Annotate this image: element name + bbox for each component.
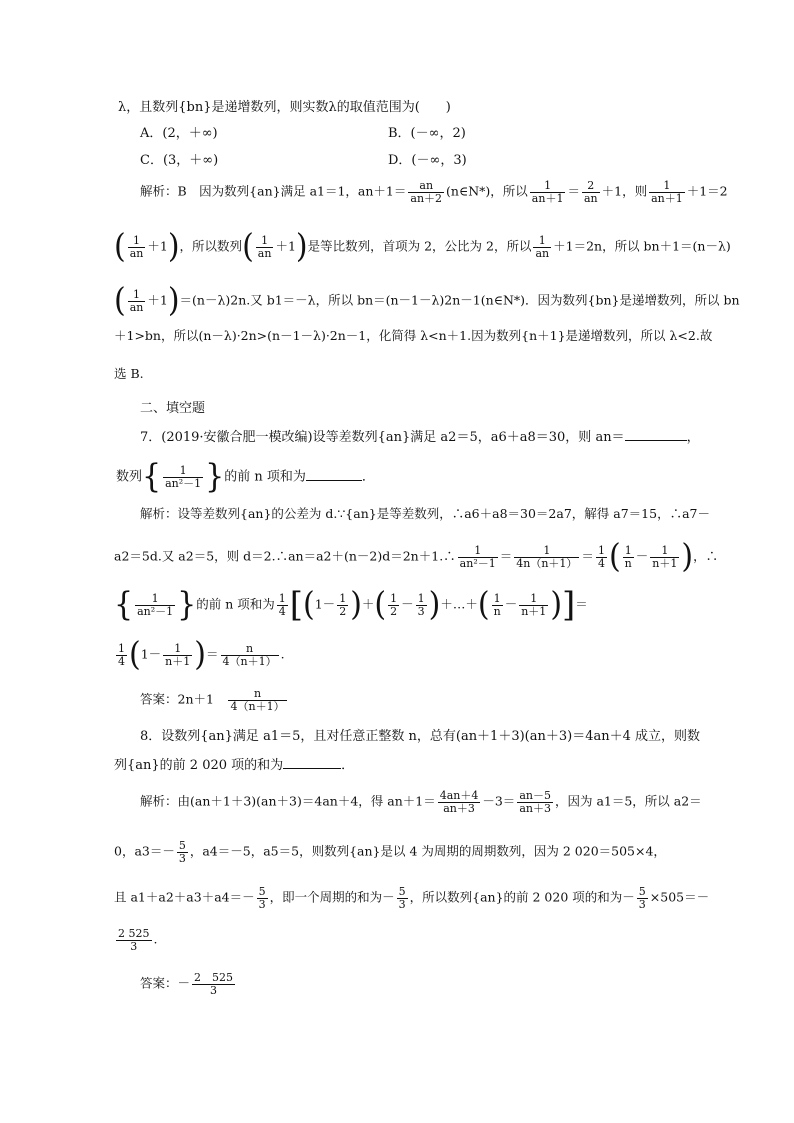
sol7-text: 1－: [140, 646, 162, 662]
sol7-text: 1－: [314, 596, 336, 612]
q8-text: ．: [341, 758, 355, 773]
right-paren: ): [194, 635, 206, 674]
right-brace: }: [177, 585, 197, 624]
fraction: $\frac{5}{3}$: [398, 885, 406, 911]
fraction: $\frac{1}{4}$: [278, 591, 286, 618]
sol6-text: 解析：B 因为数列{an}满足 a1＝1，an＋1＝: [140, 183, 407, 199]
sol6-line-1: [140, 180, 728, 204]
sol8-text: ，即一个周期的和为－: [269, 889, 395, 905]
sol7-text: ＋…＋: [440, 596, 478, 612]
sol8-text: ×505＝－: [649, 889, 710, 905]
sol7-text: ＝: [499, 548, 513, 564]
fraction: $\frac{1}{an}$: [129, 233, 144, 260]
fraction: $\frac{1}{an+1}$: [651, 179, 683, 205]
sol7-line-4: [114, 635, 285, 674]
right-paren: ): [167, 227, 180, 266]
sol7-text: 的前 n 项和为: [196, 596, 275, 612]
sol8-answer: [140, 972, 237, 996]
left-paren: (: [114, 281, 126, 320]
fraction: $\frac{n}{4(n+1)}$: [230, 687, 285, 713]
answer-blank[interactable]: [283, 756, 341, 769]
right-paren: ): [350, 585, 362, 624]
right-paren: ): [167, 281, 180, 320]
sol6-line-5: 选 B.: [114, 366, 144, 381]
sol8-line-4: [114, 928, 157, 952]
fraction: $\frac{5}{3}$: [178, 839, 186, 865]
fraction: $\frac{1}{3}$: [417, 591, 425, 618]
right-paren: ): [550, 585, 563, 624]
sol8-text: ，因为 a1＝5，所以 a2＝: [554, 793, 702, 809]
fraction: $\frac{1}{n+1}$: [521, 591, 547, 618]
sol6-text: ＝(n－λ)2n.又 b1＝－λ，所以 bn＝(n－1－λ)2n－1(n∈N*)．因为数列{bn}是递增数列，所以 bn: [179, 292, 740, 308]
fraction: $\frac{5}{3}$: [638, 885, 646, 911]
fraction: $\frac{1}{2}$: [339, 591, 347, 618]
section-heading: 二、填空题: [140, 401, 206, 416]
sol6-text: ＋1＝2n，所以 bn＋1＝(n－λ): [553, 238, 731, 254]
sol7-text: ，∴: [693, 548, 719, 564]
sol7-text: .: [280, 646, 285, 662]
sol8-text: ，所以数列{an}的前 2 020 项的和为－: [409, 889, 635, 905]
sol7-line-3: [114, 585, 588, 625]
fraction: $\frac{1}{an+1}$: [531, 179, 564, 205]
sol8-line-3: [114, 886, 709, 910]
fraction: $\frac{an-5}{an+3}$: [519, 789, 551, 815]
left-paren: (: [114, 227, 126, 266]
q6-stem-tail: λ，且数列{bn}是递增数列，则实数λ的取值范围为( ): [118, 100, 451, 115]
fraction: $\frac{1}{\text{an²－1}}$: [137, 591, 174, 618]
left-brace: {: [142, 457, 162, 496]
fraction: $\frac{1}{n}$: [493, 591, 501, 618]
fraction: $\frac{2}{an}$: [583, 179, 598, 205]
right-brace: }: [205, 457, 225, 496]
fraction: $\frac{1}{an}$: [257, 233, 272, 260]
sol8-line-1: [140, 790, 702, 814]
left-paren: (: [303, 585, 315, 624]
fraction: $\frac{1}{\text{an²－1}}$: [165, 463, 202, 490]
sol8-text: ，a4＝－5，a5＝5，则数列{an}是以 4 为周期的周期数列，因为 2 020＝505×4，: [189, 843, 666, 859]
sol6-text: ＝: [567, 183, 580, 199]
sol6-text: (n∈N*)，所以: [446, 183, 528, 199]
fraction: $\frac{5}{3}$: [258, 885, 266, 911]
fraction: $\frac{1}{4}$: [118, 641, 125, 668]
sol6-text: ，所以数列: [179, 238, 243, 254]
sol7-text: ＋: [361, 596, 375, 612]
sol6-line-4: ＋1>bn，所以(n－λ)·2n>(n－1－λ)·2n－1，化简得 λ<n＋1.因为数列{n＋1}是递增数列，所以 λ<2.故: [114, 328, 713, 343]
q7-text: 7．(2019·安徽合肥一模改编)设等差数列{an}满足 a2＝5，a6＋a8＝30，则 an＝: [140, 430, 625, 445]
sol6-text: ＋1，则: [601, 183, 648, 199]
sol8-line-2: [114, 840, 666, 864]
sol7-text: a2＝5d.又 a2＝5，则 d＝2.∴an＝a2＋(n－2)d＝2n＋1.∴: [114, 548, 456, 564]
sol7-text: ＝: [205, 646, 219, 662]
q6-option-a[interactable]: A．(2，＋∞): [140, 126, 218, 141]
q7-line-2: [116, 457, 375, 496]
sol6-text: 是等比数列，首项为 2，公比为 2，所以: [307, 238, 532, 254]
left-paren: (: [608, 537, 621, 576]
q6-option-d[interactable]: D．(－∞，3): [388, 153, 467, 168]
sol8-text: 解析：由(an＋1＋3)(an＋3)＝4an＋4，得 an＋1＝: [140, 793, 436, 809]
sol7-answer: [140, 688, 289, 712]
fraction: $\frac{4an+4}{an+3}$: [439, 789, 479, 815]
left-bracket: [: [289, 585, 304, 625]
right-bracket: ]: [562, 585, 576, 625]
answer-blank[interactable]: [625, 428, 687, 441]
sol6-line-2: ( $\frac{1}{an}$ ＋1)，所以数列( $\frac{1}{an}$ ＋1)是等比数列，首项为 2，公比为 2，所以 $\frac{1}{an}$ ＋1＝2n，所以 bn＋1＝(n－λ): [114, 227, 731, 266]
fraction: $\frac{1}{2}$: [390, 591, 398, 618]
answer-label: 答案：2n＋1: [140, 691, 214, 707]
fraction: $\frac{1}{n+1}$: [652, 543, 678, 570]
fraction: $\frac{1}{4n(n+1)}$: [516, 543, 578, 570]
sol8-text: 且 a1＋a2＋a3＋a4＝－: [114, 889, 255, 905]
left-paren: (: [129, 635, 141, 674]
answer-label: 答案：－: [140, 975, 191, 991]
right-paren: ): [428, 585, 441, 624]
sol7-line-2: [114, 537, 719, 576]
sol6-line-3: ( $\frac{1}{an}$ ＋1)＝(n－λ)2n.又 b1＝－λ，所以 bn＝(n－1－λ)2n－1(n∈N*)．因为数列{bn}是递增数列，所以 bn: [114, 281, 740, 320]
sol7-line-1: 解析：设等差数列{an}的公差为 d.∵{an}是等差数列，∴a6＋a8＝30＝2a7，解得 a7＝15，∴a7－: [140, 506, 710, 521]
q6-option-b[interactable]: B．(－∞，2): [388, 126, 466, 141]
fraction: $\frac{an}{an+2}$: [410, 179, 443, 205]
sol8-text: .: [153, 931, 158, 947]
left-paren: (: [242, 227, 254, 266]
q7-text: 数列: [116, 469, 143, 485]
right-paren: ): [681, 537, 694, 576]
q6-option-c[interactable]: C．(3，＋∞): [140, 153, 219, 168]
sol7-text: ＝: [575, 596, 588, 612]
left-paren: (: [374, 585, 387, 624]
sol6-text: ＋1＝2: [686, 183, 728, 199]
fraction: $\frac{2 525}{3}$: [118, 927, 150, 953]
fraction: $\frac{1}{n+1}$: [165, 641, 191, 668]
fraction: $\frac{n}{4(n+1)}$: [222, 641, 277, 668]
q7-text: ．: [361, 469, 375, 485]
sol7-text: －: [635, 548, 649, 564]
q7-text: 的前 n 项和为: [224, 469, 306, 485]
answer-blank[interactable]: [306, 468, 362, 481]
left-brace: {: [114, 585, 134, 624]
fraction: $\frac{1}{n}$: [624, 543, 632, 570]
fraction: $\frac{1}{\text{an²－1}}$: [459, 543, 496, 570]
sol8-text: 0，a3＝－: [114, 843, 175, 859]
fraction: $\frac{1}{an}$: [129, 287, 144, 314]
right-paren: ): [295, 227, 308, 266]
fraction: $\frac{2 525}{3}$: [194, 971, 234, 997]
q7-text: ，: [686, 430, 700, 445]
sol8-text: －3＝: [482, 793, 516, 809]
q8-line-2: [114, 756, 354, 772]
q7-line-1: [140, 428, 700, 444]
q8-text: 列{an}的前 2 020 项的和为: [114, 758, 284, 773]
fraction: $\frac{1}{4}$: [597, 543, 605, 570]
sol7-text: ＝: [581, 548, 594, 564]
q8-line-1: 8．设数列{an}满足 a1＝5，且对任意正整数 n，总有(an＋1＋3)(an＋3)＝4an＋4 成立，则数: [140, 729, 701, 744]
sol7-text: －: [401, 596, 414, 612]
sol7-text: －: [504, 596, 518, 612]
left-paren: (: [477, 585, 490, 624]
fraction: $\frac{1}{an}$: [535, 233, 550, 260]
